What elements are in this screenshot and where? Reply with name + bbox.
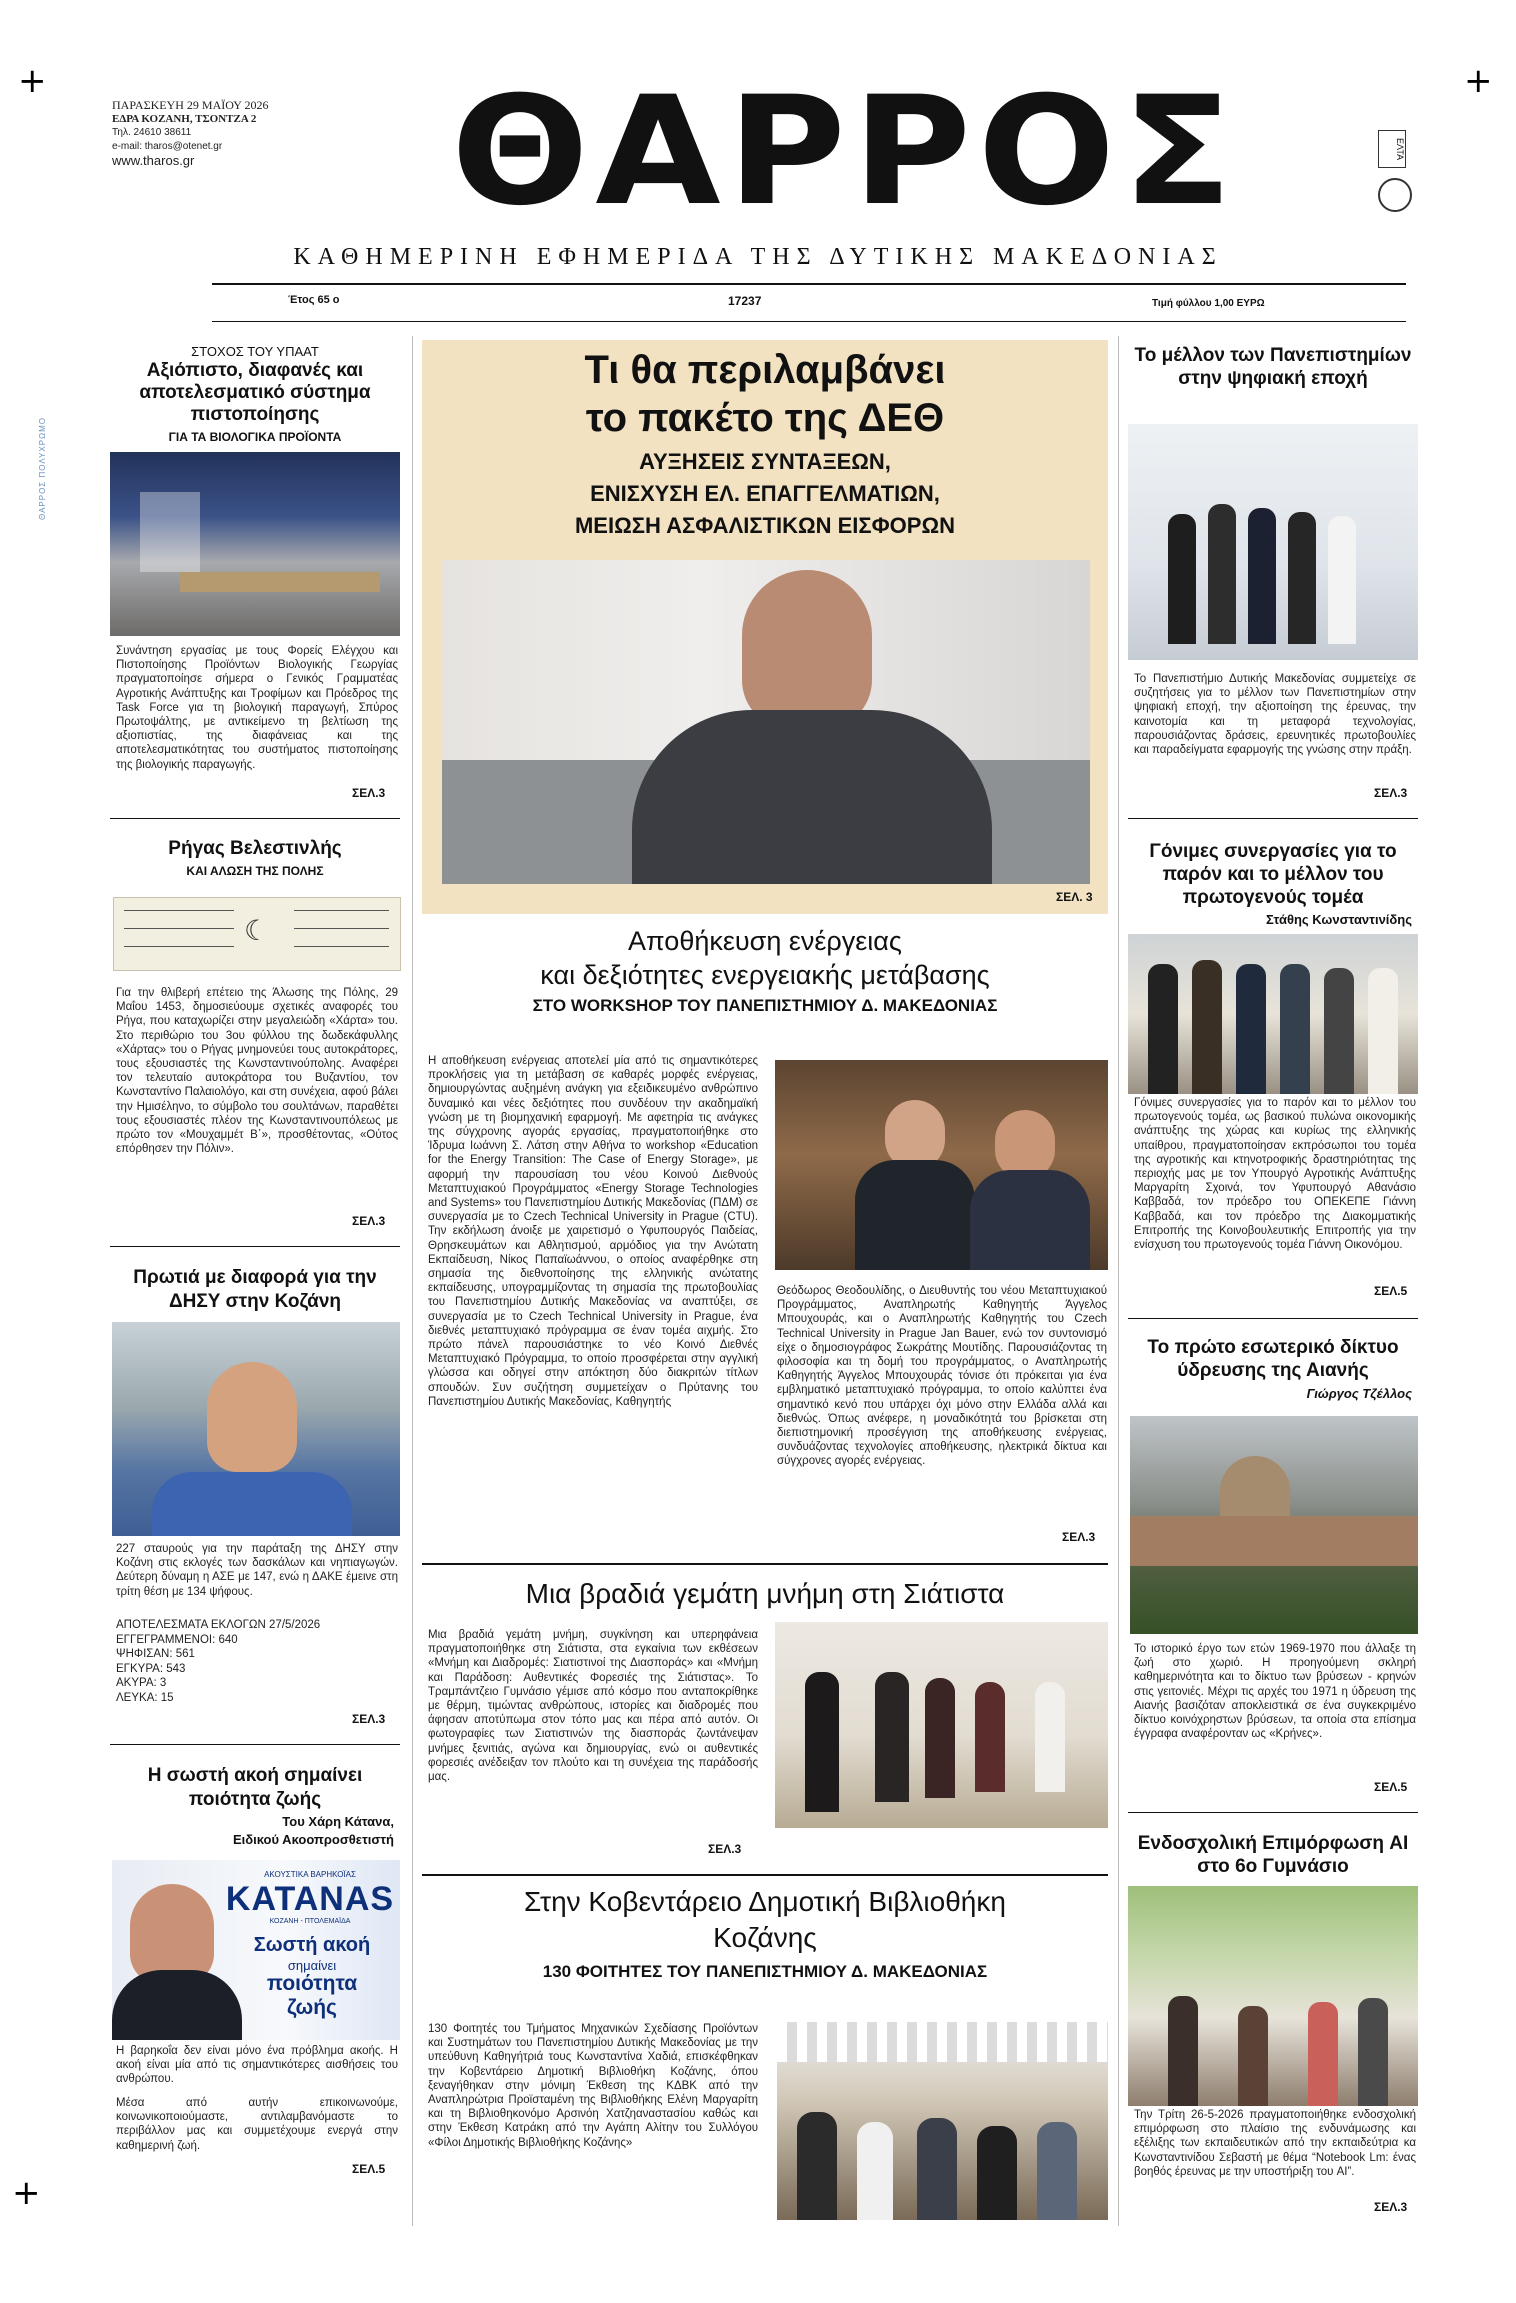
right-a3-body: Το ιστορικό έργο των ετών 1969-1970 που άλλαξε τη ζωή στο χωριό. Η προηγούμενη σκληρή καθημερινότητα και το δίκτυο των βρύσεων - κρηνών στις γειτονιές. Μέχρι τις αρχές του 1971 η ύδρευση της Αιανής βασιζόταν αποκλειστικά σε ένα συγκεκριμένο δίκτυο κοινόχρηστων βρύσεων, τα οποία στα επίσημα έγγραφα αναφέρονταν ως «Κρήνες». [1134, 1643, 1416, 1741]
masthead-subtitle: ΚΑΘΗΜΕΡΙΝΗ ΕΦΗΜΕΡΙΔΑ ΤΗΣ ΔΥΤΙΚΗΣ ΜΑΚΕΔΟΝΙΑΣ [293, 244, 1223, 270]
left-a2-sub: ΚΑΙ ΑΛΩΣΗ ΤΗΣ ΠΟΛΗΣ [186, 864, 324, 878]
right-a1-photo [1128, 424, 1418, 660]
right-a4-title[interactable]: Ενδοσχολική Επιμόρφωση AI στο 6ο Γυμνάσιο [1137, 1833, 1409, 1877]
person-b [1192, 960, 1222, 1094]
student-5 [1037, 2122, 1077, 2220]
masthead-rule-top [212, 283, 1406, 285]
right-rule-1 [1128, 818, 1418, 819]
left-a3-page-ref[interactable]: ΣΕΛ.3 [352, 1712, 386, 1726]
issue-number: 17237 [728, 294, 762, 308]
left-a4-body-1: Η βαρηκοΐα δεν είναι μόνο ένα πρόβλημα ακοής. Η ακοή είναι μία από τις σημαντικότερες αισθήσεις του ανθρώπου. [116, 2045, 398, 2086]
right-rule-2 [1128, 1318, 1418, 1319]
left-a2-title[interactable]: Ρήγας Βελεστινλής [168, 838, 342, 859]
left-a4-body-2: Μέσα από αυτήν επικοινωνούμε, κοινωνικοποιούμαστε, αντιλαμβανόμαστε το περιβάλλον μας και συμμετέχουμε ενεργά στην καθημερινή ζωή. [116, 2097, 398, 2152]
portrait-face-shape [207, 1362, 297, 1472]
result-invalid: ΑΚΥΡΑ: 3 [116, 1677, 167, 1689]
ad-face-shape [130, 1884, 214, 1984]
left-rule-2 [110, 1246, 400, 1247]
person-4 [1288, 512, 1316, 644]
person-1 [1168, 514, 1196, 644]
siatista-body: Μια βραδιά γεμάτη μνήμη, συγκίνηση και υπερηφάνεια πραγματοποιήθηκε στη Σιάτιστα, στα εγκαίνια των εκθέσεων «Μνήμη και Διαδρομές: Σιατιστινοί της Διασποράς» και «Μνήμη και Παράδοση: Αυθεντικές Φορεσιές της Σιάτιστας». Το Τραμπάντζειο Γυμνάσιο γέμισε από κόσμο που ανταποκρίθηκε με θέρμη, τιμώντας ανθρώπους, ιστορίες και διαδρομές που άφησαν αποτύπωμα στον τόπο μας και πέρα από αυτόν. Οι φωτογραφίες των Σιατιστινών της διασποράς ζωντάνεψαν μνήμες ξενιτιάς, αγώνα και δημιουργίας, ενώ οι αυθεντικές φορεσιές ανέδειξαν τον πλούτο και τη συνέχεια της παράδοσής μας. [428, 1629, 758, 1784]
siatista-photo [775, 1622, 1108, 1828]
elta-label: ΕΛΤΑ [1378, 130, 1406, 168]
church-dome [1220, 1456, 1290, 1516]
right-a2-body: Γόνιμες συνεργασίες για το παρόν και το μέλλον του πρωτογενούς τομέα, ως βασικού πυλώνα οικονομικής ανάπτυξης της χώρας και κυρίως της ελληνικής υπαίθρου, πραγματοποίησαν εκπρόσωποι του τομέα της αγροτικής και κτηνοτροφικής δραστηριότητας της περιοχής μας με τον Υπουργό Αγροτικής Ανάπτυξης Μαργαρίτη Σχοινά, τον Υφυπουργό Αθανάσιο Καββαδά, τον πρόεδρο του ΟΠΕΚΕΠΕ Γιάννη Καββαδά, και τον πρόεδρο της Διακομματικής Επιτροπής της Κοινοβουλευτικής Επιτροπής για την ενίσχυση του πρωτογενούς τομέα Γιάννη Οικονόμου. [1134, 1097, 1416, 1252]
website[interactable]: www.tharos.gr [112, 153, 195, 168]
lead-sub-3: ΜΕΙΩΣΗ ΑΣΦΑΛΙΣΤΙΚΩΝ ΕΙΣΦΟΡΩΝ [574, 513, 955, 538]
teacher-4 [1358, 1998, 1388, 2106]
price-label: Τιμή φύλλου 1,00 ΕΥΡΩ [1152, 298, 1265, 309]
right-a4-page-ref[interactable]: ΣΕΛ.3 [1374, 2200, 1408, 2214]
person-c [1236, 964, 1266, 1094]
lead-photo [442, 560, 1090, 884]
student-2 [857, 2122, 893, 2220]
right-a2-title[interactable]: Γόνιμες συνεργασίες για το παρόν και το μέλλον του πρωτογενούς τομέα [1149, 841, 1397, 908]
result-blank: ΛΕΥΚΑ: 15 [116, 1691, 174, 1704]
year-label: Έτος 65 ο [288, 294, 340, 306]
person-3 [1248, 508, 1276, 644]
right-a1-page-ref[interactable]: ΣΕΛ.3 [1374, 786, 1408, 800]
left-rule-3 [110, 1744, 400, 1745]
costume-3 [925, 1678, 955, 1798]
side-vertical-text: ΘΑΡΡΟΣ ΠΟΛΥΧΡΩΜΟ [38, 417, 47, 520]
right-rule-3 [1128, 1812, 1418, 1813]
siatista-page-ref[interactable]: ΣΕΛ.3 [708, 1842, 742, 1856]
ad-line-4: ζωής [287, 1996, 337, 2019]
left-a4-ad [112, 1860, 400, 2040]
left-a1-title[interactable]: Αξιόπιστο, διαφανές και αποτελεσματικό σύστημα πιστοποίησης [139, 360, 371, 425]
lead-suit-shape [632, 710, 992, 884]
library-title-2[interactable]: Κοζάνης [713, 1922, 817, 1953]
email: e-mail: tharos@otenet.gr [112, 141, 223, 152]
elta-logo [1378, 130, 1412, 230]
library-sub: 130 ΦΟΙΤΗΤΕΣ ΤΟΥ ΠΑΝΕΠΙΣΤΗΜΙΟΥ Δ. ΜΑΚΕΔΟΝΙΑΣ [542, 1962, 988, 1981]
teacher-1 [1168, 1996, 1198, 2106]
library-photo [777, 2022, 1108, 2220]
left-a2-manuscript [113, 897, 401, 971]
ad-small-text: ΑΚΟΥΣΤΙΚΑ ΒΑΡΗΚΟΪΑΣ [264, 1870, 356, 1879]
right-a3-title[interactable]: Το πρώτο εσωτερικό δίκτυο ύδρευσης της Αιανής [1147, 1337, 1399, 1381]
teacher-2 [1238, 2006, 1268, 2106]
lead-face-shape [742, 570, 872, 730]
energy-sub: ΣΤΟ WORKSHOP ΤΟΥ ΠΑΝΕΠΙΣΤΗΜΙΟΥ Δ. ΜΑΚΕΔΟΝΙΑΣ [532, 996, 998, 1015]
left-a3-results [116, 1618, 398, 1705]
portrait-shirt-shape [152, 1472, 352, 1536]
result-voted: ΨΗΦΙΣΑΝ: 561 [116, 1648, 195, 1660]
left-a3-body: 227 σταυρούς για την παράταξη της ΔΗΣΥ στην Κοζάνη στις εκλογές των δασκάλων και νηπιαγωγών. Δεύτερη δύναμη η ΑΣΕ με 147, ενώ η ΔΑΚΕ έμεινε στη τρίτη θέση με 134 ψήφους. [116, 1543, 398, 1598]
results-title: ΑΠΟΤΕΛΕΣΜΑΤΑ ΕΚΛΟΓΩΝ 27/5/2026 [116, 1619, 321, 1631]
col-divider-right [1118, 336, 1119, 2226]
postal-seal-icon [1378, 178, 1412, 212]
masthead-rule-bottom [212, 321, 1406, 322]
center-rule-1 [422, 1563, 1108, 1565]
siatista-title[interactable]: Μια βραδιά γεμάτη μνήμη στη Σιάτιστα [525, 1578, 1005, 1609]
left-a1-body: Συνάντηση εργασίας με τους Φορείς Ελέγχου και Πιστοποίησης Προϊόντων Βιολογικής Γεωργίας πραγματοποίησε σήμερα ο Γενικός Γραμματέας Αγροτικής Ανάπτυξης και Τροφίμων και Πρόεδρος της Task Force για τη βιολογική παραγωγή, Σπύρος Πρωτοψάλτης, με αντικείμενο τη βελτίωση της αξιοπιστίας, της διαφάνειας και της αποτελεσματικότητας του συστήματος πιστοποίησης της βιολογικής παραγωγής. [116, 645, 398, 771]
energy-body-right: Θεόδωρος Θεοδουλίδης, ο Διευθυντής του νέου Μεταπτυχιακού Προγράμματος, Αναπληρωτής Καθηγητής Άγγελος Μπουχουράς, και ο Αναπληρωτής Καθηγητής του Czech Technical University in Prague Jan Bauer, ενώ τον συντονισμό είχε ο δημοσιογράφος Σωκράτης Μουτίδης. Παρουσιάζοντας τη φιλοσοφία και τη δομή του προγράμματος, ο Αναπληρωτής Καθηγητής Άγγελος Μπουχουράς τόνισε ότι πρόκειται για ένα εμβληματικό μεταπτυχιακό πρόγραμμα, το οποίο καλύπτει ένα σημαντικό κενό που υπάρχει όχι μόνο στην Ελλάδα αλλά και διεθνώς. Όπως ανέφερε, η μοναδικότητά του βρίσκεται στη διεπιστημονική προσέγγιση της αποθήκευσης ενέργειας, συνδυάζοντας τεχνολογίες αποθήκευσης, ηλεκτρικά δίκτυα και σύγχρονες αγορές ενέργειας. [777, 1285, 1107, 1468]
table-shape [180, 572, 380, 592]
col-divider-left [412, 336, 413, 2226]
right-a4-body: Την Τρίτη 26-5-2026 πραγματοποιήθηκε ενδοσχολική επιμόρφωση στο πλαίσιο της ενδυνάμωσης και εξέλιξης των εκπαιδευτικών από την εκπαιδεύτρια κα Κωνσταντινίδου Σεβαστή με θέμα “Notebook Lm: ένας βοηθός έρευνας με την υποστήριξη του AI”. [1134, 2109, 1416, 2178]
energy-photo [775, 1060, 1108, 1270]
left-a3-photo [112, 1322, 400, 1536]
right-a1-title[interactable]: Το μέλλον των Πανεπιστημίων στην ψηφιακή εποχή [1134, 345, 1412, 389]
person-e [1324, 968, 1354, 1094]
left-a1-page-ref[interactable]: ΣΕΛ.3 [352, 786, 386, 800]
teacher-3 [1308, 2002, 1338, 2106]
ceiling-shape [777, 2022, 1108, 2062]
right-a2-page-ref[interactable]: ΣΕΛ.5 [1374, 1284, 1408, 1298]
right-a4-photo [1128, 1886, 1418, 2106]
left-rule-1 [110, 818, 400, 819]
person-2 [1208, 504, 1236, 644]
costume-2 [875, 1672, 909, 1802]
crescent-icon: ☾ [244, 915, 270, 946]
lead-title-2[interactable]: το πακέτο της ΔΕΘ [585, 396, 945, 440]
person-f [1368, 968, 1398, 1094]
left-a4-role: Ειδικού Ακοοπροσθετιστή [232, 1832, 394, 1847]
crop-mark-bottom-left: + [12, 2173, 41, 2213]
right-a3-page-ref[interactable]: ΣΕΛ.5 [1374, 1780, 1408, 1794]
left-a1-photo [110, 452, 400, 636]
ad-line-2: σημαίνει [287, 1958, 337, 1973]
student-3 [917, 2118, 957, 2220]
person-5 [1328, 516, 1356, 644]
crop-mark-top-right: + [1464, 61, 1493, 101]
ad-line-1: Σωστή ακοή [253, 1934, 371, 1956]
left-a4-page-ref[interactable]: ΣΕΛ.5 [352, 2162, 386, 2176]
costume-4 [975, 1682, 1005, 1792]
ad-tagline: ΚΟΖΑΝΗ - ΠΤΟΛΕΜΑΪΔΑ [269, 1918, 351, 1925]
right-a3-photo [1130, 1416, 1418, 1634]
ad-suit-shape [112, 1970, 242, 2040]
ad-brand: KATANAS [225, 1880, 395, 1918]
right-a1-body: Το Πανεπιστήμιο Δυτικής Μακεδονίας συμμετείχε σε συζητήσεις για το μέλλον των Πανεπιστημίων στην ψηφιακή εποχή, την αξιοποίηση της έρευνας, την καινοτομία και τη μεταφορά τεχνολογίας, παρουσιάζοντας δράσεις, ερευνητικές πρωτοβουλίες και παραδείγματα εφαρμογής της γνώσης στην πράξη. [1134, 673, 1416, 757]
phone: Τηλ. 24610 38611 [112, 127, 192, 138]
left-a3-title[interactable]: Πρωτιά με διαφορά για την ΔΗΣΥ στην Κοζάνη [133, 1267, 377, 1312]
energy-title-2[interactable]: και δεξιότητες ενεργειακής μετάβασης [540, 960, 990, 990]
office-address: ΕΔΡΑ ΚΟΖΑΝΗ, ΤΣΟΝΤΖΑ 2 [112, 113, 257, 125]
energy-page-ref[interactable]: ΣΕΛ.3 [1062, 1530, 1096, 1544]
left-a1-kicker: ΣΤΟΧΟΣ ΤΟΥ ΥΠΑΑΤ [191, 344, 319, 359]
result-valid: ΕΓΚΥΡΑ: 543 [116, 1662, 186, 1675]
library-title-1[interactable]: Στην Κοβεντάρειο Δημοτική Βιβλιοθήκη [524, 1886, 1006, 1917]
left-a4-title[interactable]: Η σωστή ακοή σημαίνει ποιότητα ζωής [147, 1765, 363, 1810]
masthead-meta [112, 98, 312, 168]
left-a4-author: Του Χάρη Κάτανα, [282, 1814, 394, 1829]
lead-page-ref[interactable]: ΣΕΛ. 3 [1056, 890, 1093, 904]
student-4 [977, 2126, 1017, 2220]
center-rule-2 [422, 1874, 1108, 1876]
energy-body-left: Η αποθήκευση ενέργειας αποτελεί μία από τις σημαντικότερες προκλήσεις για τη μετάβαση σε καθαρές μορφές ενέργειας, δημιουργώντας αυξημένη ανάγκη για εξειδικευμένο ανθρώπινο δυναμικό και νέες δεξιότητες που συνδέουν την ακαδημαϊκή γνώση με τη βιομηχανική εφαρμογή. Με αφετηρία τις ανάγκες της σύγχρονης αγοράς εργασίας, πραγματοποιήθηκε στο Ίδρυμα Ιωάννη Σ. Λάτση στην Αθήνα το workshop «Education for the Energy Transition: The Case of Energy Storage», με αφορμή την παρουσίαση του νέου Κοινού Διεθνούς Μεταπτυχιακού Προγράμματος «Energy Storage Technologies and Systems» του Πανεπιστημίου Δυτικής Μακεδονίας (ΠΔΜ) σε συνεργασία με το Czech Technical University in Prague (CTU). Την εκδήλωση άνοιξε με χαιρετισμό ο Υφυπουργός Παιδείας, Θρησκευμάτων και Αθλητισμού, αρμόδιος για την Ανώτατη Εκπαίδευση, Νίκος Παπαϊωάννου, ο οποίος αναφέρθηκε στη σημασία της διεθνοποίησης της ελληνικής ανώτατης εκπαίδευσης, υπογραμμίζοντας τη σημασία της πρωτοβουλίας του Πανεπιστημίου Δυτικής Μακεδονίας να αναπτύξει, σε συνεργασία με το Czech Technical University in Prague, ένα διεθνές μεταπτυχιακό πρόγραμμα σε έναν τομέα αιχμής. Στο πρώτο πάνελ παρουσιάστηκε το νέο Κοινό Διεθνές Μεταπτυχιακό Πρόγραμμα, το οποίο προσφέρεται στην αγγλική γλώσσα και οδηγεί στην απόκτηση δύο διακριτών τίτλων σπουδών. Συν συζήτηση συμμετείχαν ο Πρύτανης του Πανεπιστημίου Δυτικής Μακεδονίας, Καθηγητής [428, 1055, 758, 1408]
lead-title-1[interactable]: Τι θα περιλαμβάνει [584, 348, 946, 392]
newspaper-title: ΘΑΡΡΟΣ [451, 65, 1239, 239]
person-d [1280, 964, 1310, 1094]
energy-title-1[interactable]: Αποθήκευση ενέργειας [628, 926, 902, 956]
crop-mark-top-left: + [18, 61, 47, 101]
ad-line-3: ποιότητα [266, 1972, 358, 1995]
left-a2-page-ref[interactable]: ΣΕΛ.3 [352, 1214, 386, 1228]
lead-sub-2: ΕΝΙΣΧΥΣΗ ΕΛ. ΕΠΑΓΓΕΛΜΑΤΙΩΝ, [590, 481, 940, 506]
lead-sub-1: ΑΥΞΗΣΕΙΣ ΣΥΝΤΑΞΕΩΝ, [639, 449, 891, 474]
library-body: 130 Φοιτητές του Τμήματος Μηχανικών Σχεδίασης Προϊόντων και Συστημάτων του Πανεπιστημίου Δυτικής Μακεδονίας με την υπεύθυνη Καθηγήτριά τους Κωνσταντίνα Χαδιά, επισκέφθηκαν την Κοβεντάρειο Δημοτική Βιβλιοθήκη Κοζάνης, όπου ξεναγήθηκαν στην μόνιμη Έκθεση της ΚΔΒΚ από την Αναπληρώτρια Προϊσταμένη της Βιβλιοθήκης Ελένη Μαργαρίτη και τη Βιβλιοθηκονόμο Αρσινόη Χατζηαναστασίου καθώς και στην Έκθεση Κατράκη από την Αγάπη Αλίτην του Συλλόγου «Φίλοι Δημοτικής Βιβλιοθήκης Κοζάνης» [428, 2023, 758, 2149]
speaker-1-suit [855, 1160, 975, 1270]
costume-1 [805, 1672, 839, 1812]
costume-5 [1035, 1682, 1065, 1792]
speaker-2-suit [970, 1170, 1090, 1270]
right-a2-photo [1128, 934, 1418, 1094]
person-a [1148, 964, 1178, 1094]
rooftops [1130, 1516, 1418, 1566]
flag-shape [140, 492, 200, 572]
right-a2-author: Στάθης Κωνσταντινίδης [1265, 912, 1412, 927]
left-a2-body: Για την θλιβερή επέτειο της Άλωσης της Πόλης, 29 Μαΐου 1453, δημοσιεύουμε σχετικές αναφορές του Ρήγα, που καταχωρίζει στην μεγαλειώδη «Χάρτα» του. Στο περιθώριο του 3ου φύλλου της δωδεκάφυλλης «Χάρτας» του ο Ρήγας μνημονεύει τους αυτοκράτορες, τους εξουσιαστές της Κωνσταντινούπολης. Αναφέρει τον τελευταίο αυτοκράτορα του Βυζαντίου, τον Κωνσταντίνο Παλαιολόγο, και στη συνέχεια, αφού βάλει την Ημισέληνο, το σύμβολο του σουλτάνων, παραθέτει τους εξουσιαστές πλέον της Κωνσταντινουπόλεως με πρώτο τον «Μουχαμμέτ Β΄», προσθέτοντας, «Ούτος επόρθησεν την Πόλιν». [116, 987, 398, 1156]
right-a3-author: Γιώργος Τζέλλος [1306, 1386, 1412, 1401]
student-1 [797, 2112, 837, 2220]
issue-date: ΠΑΡΑΣΚΕΥΗ 29 ΜΑΪΟΥ 2026 [112, 98, 269, 112]
result-registered: ΕΓΓΕΓΡΑΜΜΕΝΟΙ: 640 [116, 1633, 238, 1646]
left-a1-sub: ΓΙΑ ΤΑ ΒΙΟΛΟΓΙΚΑ ΠΡΟΪΟΝΤΑ [168, 430, 342, 444]
